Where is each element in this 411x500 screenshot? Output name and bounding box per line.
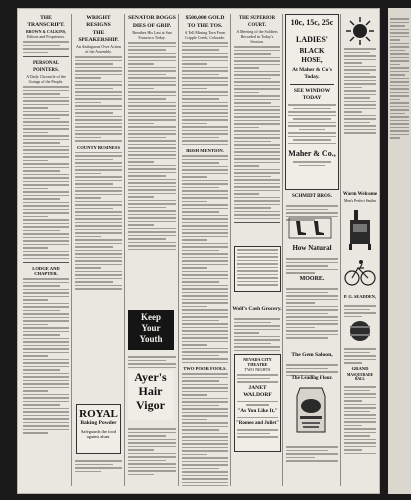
theatre-play2: "Romeo and Juliet" xyxy=(235,421,280,426)
court-heading: THE SUPERIOR COURT. xyxy=(238,16,276,28)
ayers-line2: Hair xyxy=(138,384,163,398)
ayers-ad-copy xyxy=(128,426,176,475)
boggs-body xyxy=(128,42,176,250)
wolfs-grocery-ad: Wolf's Cash Grocery. xyxy=(232,306,282,312)
newspaper-page xyxy=(17,8,380,494)
column-maher-ads xyxy=(284,14,341,486)
ayers-hair-vigor-ad xyxy=(128,370,173,420)
gem-saloon-ad: The Gem Saloon, xyxy=(291,352,333,358)
keep-line3: Youth xyxy=(139,334,163,344)
column-superior-court xyxy=(232,14,283,486)
price-list-ad xyxy=(234,246,281,292)
keep-your-youth-ad xyxy=(128,310,174,350)
two-poor-fools-heading: TWO POOR FOOLS. xyxy=(183,366,227,371)
leading-flour-ad: The Leading Flour. xyxy=(291,376,333,381)
masthead-publishers: BROWN & CALKINS, xyxy=(25,29,67,34)
hose-black: BLACK xyxy=(299,47,325,55)
moore-ad: MOORE. xyxy=(299,276,325,282)
ayers-line3: Vigor xyxy=(136,398,165,412)
how-natural-body xyxy=(286,256,338,274)
two-poor-fools-body xyxy=(182,373,228,486)
theatre-body4 xyxy=(237,429,278,438)
theatre-name: NEVADA CITY THEATRE xyxy=(243,357,272,367)
keep-line1: Keep xyxy=(141,312,161,322)
gold-subheading: A Tell Mining Torn From Cripple Creek, Colorado. xyxy=(184,30,226,40)
wolfs-body xyxy=(234,316,280,351)
masquerade-line2: MASQUERADE BALL xyxy=(347,373,373,381)
royal-product: Baking Powder xyxy=(80,420,117,426)
ayers-line1: Ayer's xyxy=(134,370,167,384)
seadden-body xyxy=(344,303,376,317)
personal-pointers-subheading: A Daily Chronicle of the Goings of the People. xyxy=(26,74,66,84)
warm-welcome-ad: Warm Welcome xyxy=(342,192,378,197)
wright-heading-line2: THE SPEAKERSHIP. xyxy=(78,30,119,43)
boggs-heading-line1: SENATOR BOGGS xyxy=(128,15,176,21)
flour-sack-icon xyxy=(294,384,328,436)
column-senator-boggs xyxy=(126,14,179,486)
court-subheading: A Meeting of the Soldiers Recorded in Today's Session. xyxy=(236,29,278,44)
personal-pointers-body xyxy=(23,86,69,259)
masthead-text xyxy=(23,41,69,53)
column-personal-pointers xyxy=(21,14,72,486)
theatre-body3 xyxy=(237,417,278,419)
price-list-rows xyxy=(237,249,278,286)
royal-baking-powder-ad xyxy=(76,404,121,454)
flour-body xyxy=(286,444,338,462)
barrel-icon xyxy=(348,320,372,342)
theatre-ad xyxy=(234,354,281,452)
theatre-play1: "As You Like It," xyxy=(237,407,278,414)
gold-heading-line1: $500,000 GOLD xyxy=(185,15,225,21)
barrel-body xyxy=(344,346,376,364)
hose-hose: HOSE, xyxy=(301,56,323,64)
theatre-body2 xyxy=(237,401,278,406)
sun-icon xyxy=(345,16,375,46)
how-natural-ad: How Natural xyxy=(292,244,332,252)
column-gold xyxy=(180,14,231,486)
royal-below-text xyxy=(75,458,122,472)
schmidt-bros-ad: SCHMIDT BROS. xyxy=(292,194,332,199)
seadden-ad: P. G. SEADDEN, xyxy=(343,294,377,299)
irish-mention-heading: IRISH MENTION. xyxy=(186,148,224,153)
gem-body xyxy=(286,362,338,376)
royal-brand: ROYAL xyxy=(79,408,118,420)
keep-line2: Your xyxy=(141,323,161,333)
royal-tagline: Safeguards the food against alum. xyxy=(80,429,117,439)
bicycle-icon xyxy=(344,258,376,288)
column-right-ads xyxy=(342,14,378,486)
hose-body xyxy=(288,104,336,144)
lodge-chapter-body xyxy=(23,278,69,434)
adjacent-page-text xyxy=(390,18,409,139)
lodge-chapter-heading: LODGE AND CHAPTER. xyxy=(32,266,60,276)
court-body xyxy=(234,46,280,219)
theatre-date: TWO NIGHTS xyxy=(244,367,271,372)
stove-icon xyxy=(347,208,373,252)
wright-heading-line1: WRIGHT RESIGNS xyxy=(86,15,111,28)
county-business-body xyxy=(75,152,122,290)
gold-heading-line2: TO THE TOS. xyxy=(187,23,223,29)
irish-mention-body xyxy=(182,155,228,363)
boggs-subheading: Breathes His Last at San Francisco Today. xyxy=(132,30,172,40)
hose-maher: At Maher & Co's Today. xyxy=(292,67,332,80)
hose-prices: 10c, 15c, 25c xyxy=(290,18,334,27)
masthead-terms: Editors and Proprietors. xyxy=(26,34,66,39)
hose-ladies: LADIES' xyxy=(295,35,328,44)
keep-ad-copy xyxy=(128,354,176,372)
theatre-star: JANET WALDORF xyxy=(243,384,272,398)
masthead-title: THE TRANSCRIPT. xyxy=(27,15,65,28)
wright-subheading: An Ambiguous Over Action of the Assembly. xyxy=(76,44,121,54)
see-window-today: SEE WINDOW TODAY xyxy=(293,88,331,101)
gold-body xyxy=(182,42,228,145)
boggs-heading-line2: DIES OF GRIP. xyxy=(132,23,172,29)
wright-body xyxy=(75,56,122,142)
personal-pointers-heading: PERSONAL POINTERS. xyxy=(32,61,60,73)
maher-address xyxy=(288,161,336,166)
hose-illustration-icon xyxy=(288,217,332,239)
moore-body xyxy=(286,286,338,339)
warm-welcome-sub: Men's Perfect Smiles xyxy=(343,199,377,203)
county-business-heading: COUNTY BUSINESS xyxy=(76,144,121,150)
sun-ad-body xyxy=(344,48,376,134)
column-wright-resigns xyxy=(73,14,125,486)
theatre-body1 xyxy=(237,374,278,383)
ladies-hose-ad xyxy=(285,14,339,190)
masquerade-body xyxy=(344,384,376,454)
adjacent-page-edge xyxy=(388,8,411,494)
masquerade-line1: GRAND xyxy=(351,366,369,371)
maher-firm: Maher & Co., xyxy=(288,149,336,158)
